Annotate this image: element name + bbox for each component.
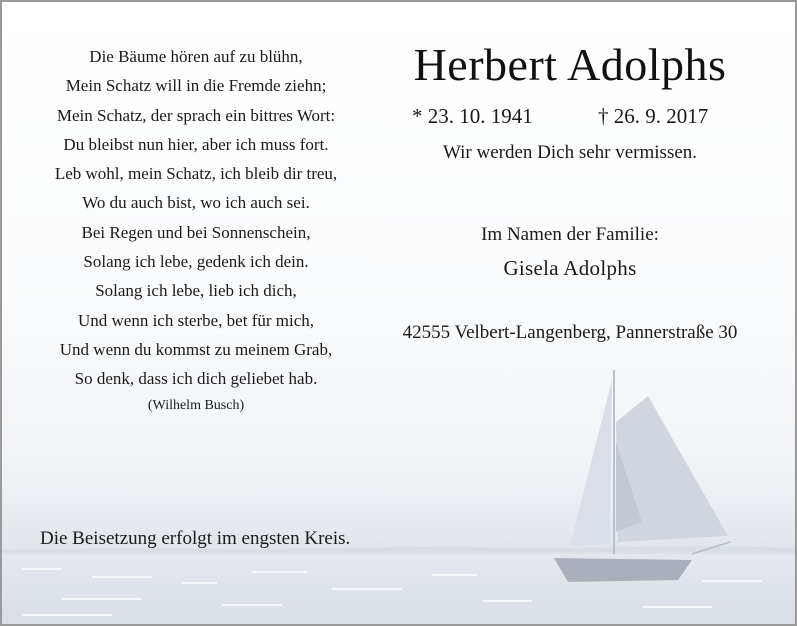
death-date: † 26. 9. 2017 — [598, 104, 709, 128]
poem-line: Mein Schatz will in die Fremde ziehn; — [65, 76, 327, 96]
family-label: Im Namen der Familie: — [481, 224, 659, 245]
poem — [16, 42, 376, 394]
poem-line: Mein Schatz, der sprach ein bittres Wort: — [56, 105, 336, 125]
poem-line: Die Bäume hören auf zu blühn, — [89, 47, 303, 66]
family-address: 42555 Velbert-Langenberg, Pannerstraße 30 — [402, 322, 738, 343]
poem-line: Bei Regen und bei Sonnenschein, — [81, 222, 311, 242]
family-name: Gisela Adolphs — [503, 256, 637, 280]
burial-notice: Die Beisetzung erfolgt im engsten Kreis. — [40, 528, 351, 549]
poem-author: (Wilhelm Busch) — [147, 398, 245, 413]
poem-line: Und wenn du kommst zu meinem Grab, — [59, 339, 333, 359]
poem-line: Solang ich lebe, gedenk ich dein. — [83, 252, 309, 272]
farewell-message: Wir werden Dich sehr vermissen. — [442, 142, 698, 163]
poem-line: Wo du auch bist, wo ich auch sei. — [82, 193, 310, 213]
deceased-name: Herbert Adolphs — [413, 39, 727, 90]
poem-line: Du bleibst nun hier, aber ich muss fort. — [63, 134, 329, 154]
birth-date: * 23. 10. 1941 — [412, 104, 533, 128]
poem-line: So denk, dass ich dich geliebet hab. — [74, 369, 318, 389]
poem-line: Leb wohl, mein Schatz, ich bleib dir treu, — [54, 164, 338, 184]
poem-line: Solang ich lebe, lieb ich dich, — [95, 281, 297, 301]
poem-line: Und wenn ich sterbe, bet für mich, — [77, 310, 315, 330]
